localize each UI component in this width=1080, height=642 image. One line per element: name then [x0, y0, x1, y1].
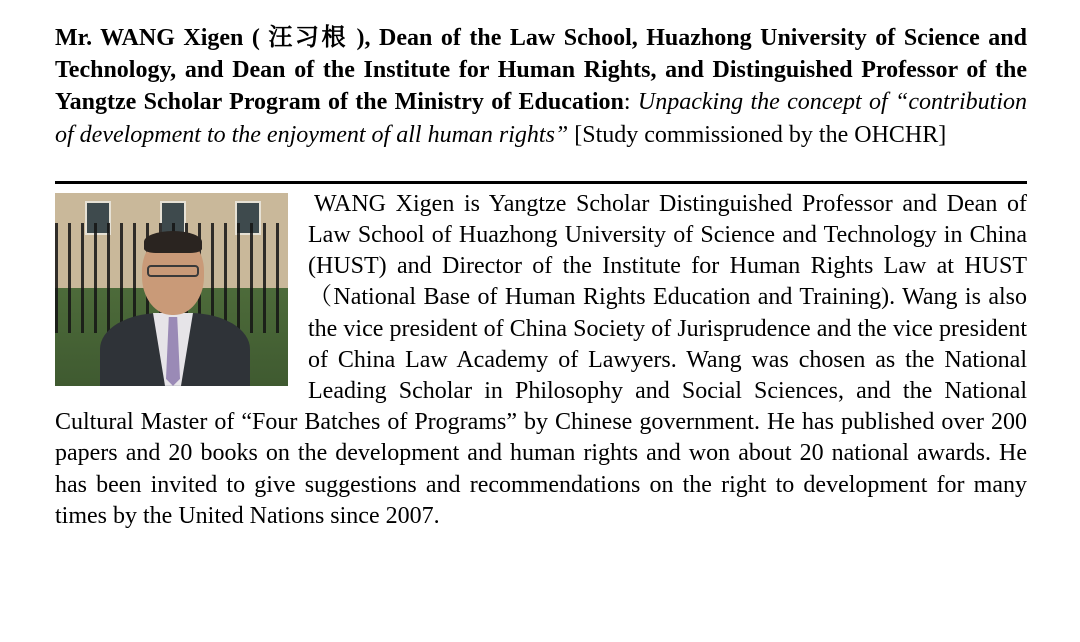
- heading: [55, 22, 1027, 151]
- hair-shape: [144, 231, 202, 253]
- heading-name-and-titles: Mr. WANG Xigen ( 汪习根 ), Dean of the Law School, Huazhong University of Science and Technology, and Dean of the Institute for Human Rights, and Distinguished Professor of the Yangtze Scholar Program of the Ministry of Education: [55, 25, 1027, 116]
- biography: [55, 189, 1027, 532]
- biography-text: WANG Xigen is Yangtze Scholar Distinguished Professor and Dean of Law School of Huazhong University of Science and Technology in China (HUST) and Director of the Institute for Human Rights Law at HUST（National Base of Human Rights Education and Training). Wang is also the vice president of China Society of Jurisprudence and the vice president of China Law Academy of Lawyers. Wang was chosen as the National Leading Scholar in Philosophy and Social Sciences, and the National Cultural Master of “Four Batches of Programs” by Chinese government. He has published over 200 papers and 20 books on the development and human rights and won about 20 national awards. He has been invited to give suggestions and recommendations on the right to development for many times by the United Nations since 2007.: [55, 190, 1027, 529]
- document-page: [55, 22, 1027, 532]
- horizontal-rule: [55, 181, 1027, 184]
- glasses-shape: [147, 265, 199, 277]
- study-title: Unpacking the concept of “contribution of development to the enjoyment of all human rights”: [55, 89, 1028, 148]
- portrait-photo-icon: [55, 193, 288, 386]
- heading-separator: :: [623, 89, 638, 116]
- study-note: [Study commissioned by the OHCHR]: [568, 121, 947, 148]
